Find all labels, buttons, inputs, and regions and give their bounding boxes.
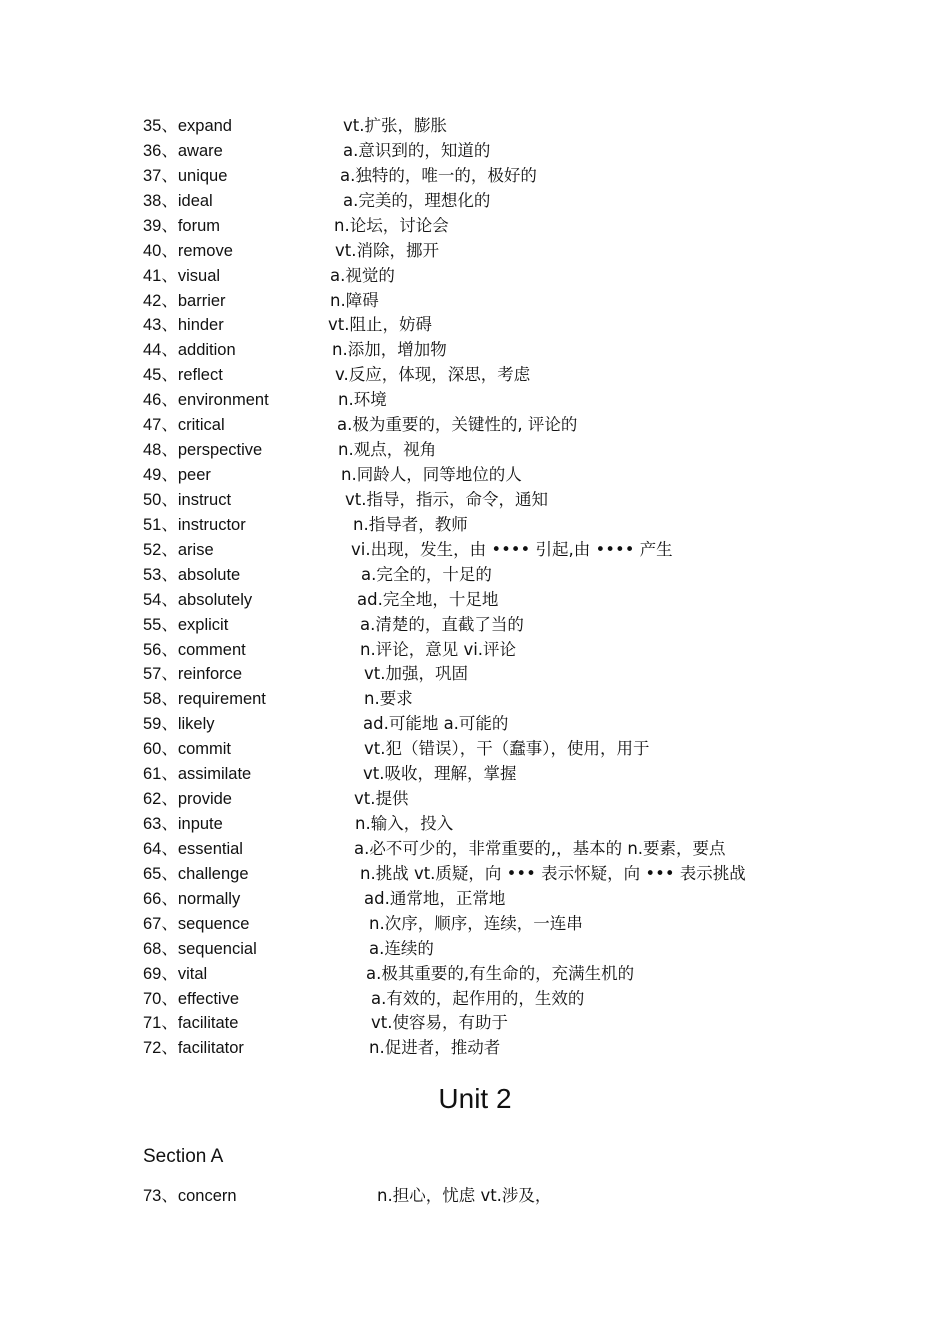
vocab-word: 40、remove (143, 241, 233, 260)
vocab-entry (143, 239, 843, 263)
vocab-definition: v.反应，体现，深思，考虑 (335, 365, 531, 385)
vocab-word: 64、essential (143, 839, 243, 858)
vocab-definition: n.添加，增加物 (332, 340, 447, 360)
vocab-entry (143, 1184, 843, 1208)
vocab-definition: n.担心，忧虑 vt.涉及， (377, 1186, 552, 1205)
vocab-definition: n.同龄人，同等地位的人 (341, 465, 522, 485)
vocab-word: 52、arise (143, 540, 214, 559)
section-title: Section A (143, 1146, 224, 1167)
vocab-entry (143, 114, 843, 138)
vocab-word: 41、visual (143, 266, 221, 285)
vocab-word: 71、facilitate (143, 1014, 239, 1033)
vocab-entry (143, 1011, 843, 1035)
vocab-word: 38、ideal (143, 191, 213, 210)
vocab-word: 70、effective (143, 989, 240, 1008)
vocab-entry (143, 638, 843, 662)
vocab-definition: n.指导者，教师 (353, 514, 468, 534)
unit-title: Unit 2 (438, 1083, 512, 1114)
vocab-definition: n.观点，视角 (338, 440, 437, 460)
vocab-word: 35、expand (143, 117, 232, 135)
vocab-entry (143, 214, 843, 238)
vocab-definition: n.障碍 (330, 290, 379, 310)
vocab-word: 44、addition (143, 341, 236, 360)
vocab-word: 49、peer (143, 466, 211, 485)
vocab-definition: a.有效的，起作用的，生效的 (371, 988, 585, 1008)
vocab-definition: n.要求 (364, 689, 413, 709)
vocab-entry (143, 937, 843, 961)
vocab-entry (143, 1036, 843, 1060)
vocab-word: 59、likely (143, 715, 215, 734)
vocab-definition: vt.消除，挪开 (335, 240, 439, 260)
vocab-word: 51、instructor (143, 515, 246, 534)
vocab-definition: a.必不可少的，非常重要的,，基本的 n.要素，要点 (354, 838, 726, 858)
vocab-definition: a.意识到的，知道的 (343, 140, 491, 160)
vocab-definition: vi.出现，发生，由 •••• 引起,由 •••• 产生 (351, 539, 673, 559)
vocab-word: 37、unique (143, 166, 228, 185)
vocab-entry (143, 313, 843, 337)
vocab-word: 68、sequencial (143, 939, 257, 958)
vocab-word: 48、perspective (143, 441, 263, 460)
vocab-word: 67、sequence (143, 914, 250, 933)
vocab-word: 53、absolute (143, 565, 241, 584)
vocab-word: 73、concern (143, 1187, 237, 1205)
vocab-word: 46、environment (143, 391, 269, 410)
vocab-word: 66、normally (143, 889, 241, 908)
vocab-entry (143, 338, 843, 362)
vocab-word: 42、barrier (143, 291, 226, 310)
vocab-entry (143, 588, 843, 612)
vocab-entry (143, 463, 843, 487)
vocab-entry (143, 363, 843, 387)
vocab-definition: a.清楚的，直截了当的 (360, 614, 524, 634)
vocab-definition: vt.指导，指示，命令，通知 (345, 489, 548, 509)
vocab-word: 43、hinder (143, 316, 224, 335)
vocab-entry (143, 837, 843, 861)
vocab-entry (143, 513, 843, 537)
vocab-definition: a.连续的 (369, 938, 434, 958)
vocab-entry (143, 488, 843, 512)
vocab-definition: vt.犯（错误），干（蠢事），使用，用于 (364, 739, 650, 759)
vocab-entry (143, 438, 843, 462)
vocab-entry (143, 962, 843, 986)
vocab-entry (143, 264, 843, 288)
vocab-definition: vt.使容易，有助于 (371, 1013, 508, 1033)
vocab-word: 65、challenge (143, 864, 249, 883)
vocab-word: 36、aware (143, 141, 223, 160)
vocab-definition: ad.通常地，正常地 (364, 888, 506, 908)
vocab-word: 54、absolutely (143, 590, 253, 609)
vocab-definition: vt.阻止，妨碍 (328, 315, 432, 335)
vocab-word: 63、inpute (143, 815, 223, 834)
vocab-word: 69、vital (143, 964, 208, 983)
vocab-word: 60、commit (143, 740, 232, 759)
vocab-definition: n.评论，意见 vi.评论 (360, 639, 517, 659)
vocab-entry (143, 887, 843, 911)
vocab-word: 50、instruct (143, 490, 232, 509)
vocab-entry (143, 289, 843, 313)
vocab-definition: a.视觉的 (330, 265, 395, 285)
vocab-word: 39、forum (143, 216, 221, 235)
vocab-definition: ad.完全地，十足地 (357, 589, 499, 609)
vocab-word: 72、facilitator (143, 1039, 244, 1058)
vocab-entry (143, 712, 843, 736)
vocab-definition: a.完美的，理想化的 (343, 190, 491, 210)
vocab-definition: n.挑战 vt.质疑，向 ••• 表示怀疑，向 ••• 表示挑战 (360, 863, 746, 883)
vocab-definition: n.输入，投入 (355, 814, 454, 834)
vocab-definition: vt.提供 (354, 789, 409, 809)
vocab-definition: a.极其重要的,有生命的，充满生机的 (366, 963, 635, 983)
vocab-definition: n.促进者，推动者 (369, 1038, 501, 1058)
vocab-entry (143, 662, 843, 686)
vocab-word: 61、assimilate (143, 765, 252, 784)
vocab-entry (143, 687, 843, 711)
vocab-entry (143, 613, 843, 637)
vocab-entry (143, 563, 843, 587)
vocab-entry (143, 762, 843, 786)
vocab-definition: n.次序，顺序，连续，一连串 (369, 913, 583, 933)
vocab-word: 55、explicit (143, 615, 229, 634)
vocab-definition: ad.可能地 a.可能的 (363, 714, 509, 734)
vocab-definition: vt.扩张，膨胀 (343, 116, 447, 135)
vocab-word: 62、provide (143, 790, 232, 809)
vocab-entry (143, 862, 843, 886)
vocab-entry (143, 737, 843, 761)
vocab-definition: n.论坛，讨论会 (334, 215, 449, 235)
vocab-word: 57、reinforce (143, 665, 243, 684)
vocab-entry (143, 987, 843, 1011)
vocab-word: 56、comment (143, 640, 246, 659)
vocab-word: 58、requirement (143, 690, 266, 709)
vocab-entry (143, 139, 843, 163)
vocab-definition: vt.吸收，理解，掌握 (363, 764, 517, 784)
vocab-definition: a.完全的，十足的 (361, 564, 492, 584)
vocab-definition: n.环境 (338, 390, 387, 410)
vocab-entry (143, 538, 843, 562)
vocab-entry (143, 164, 843, 188)
vocab-entry (143, 189, 843, 213)
vocab-entry (143, 413, 843, 437)
vocab-entry (143, 912, 843, 936)
vocab-word: 47、critical (143, 416, 225, 435)
vocab-definition: a.极为重要的，关键性的, 评论的 (337, 415, 578, 435)
vocab-definition: a.独特的，唯一的，极好的 (340, 165, 537, 185)
vocab-entry (143, 787, 843, 811)
vocab-definition: vt.加强，巩固 (364, 664, 468, 684)
vocab-entry (143, 812, 843, 836)
vocab-entry (143, 388, 843, 412)
vocab-word: 45、reflect (143, 366, 223, 385)
